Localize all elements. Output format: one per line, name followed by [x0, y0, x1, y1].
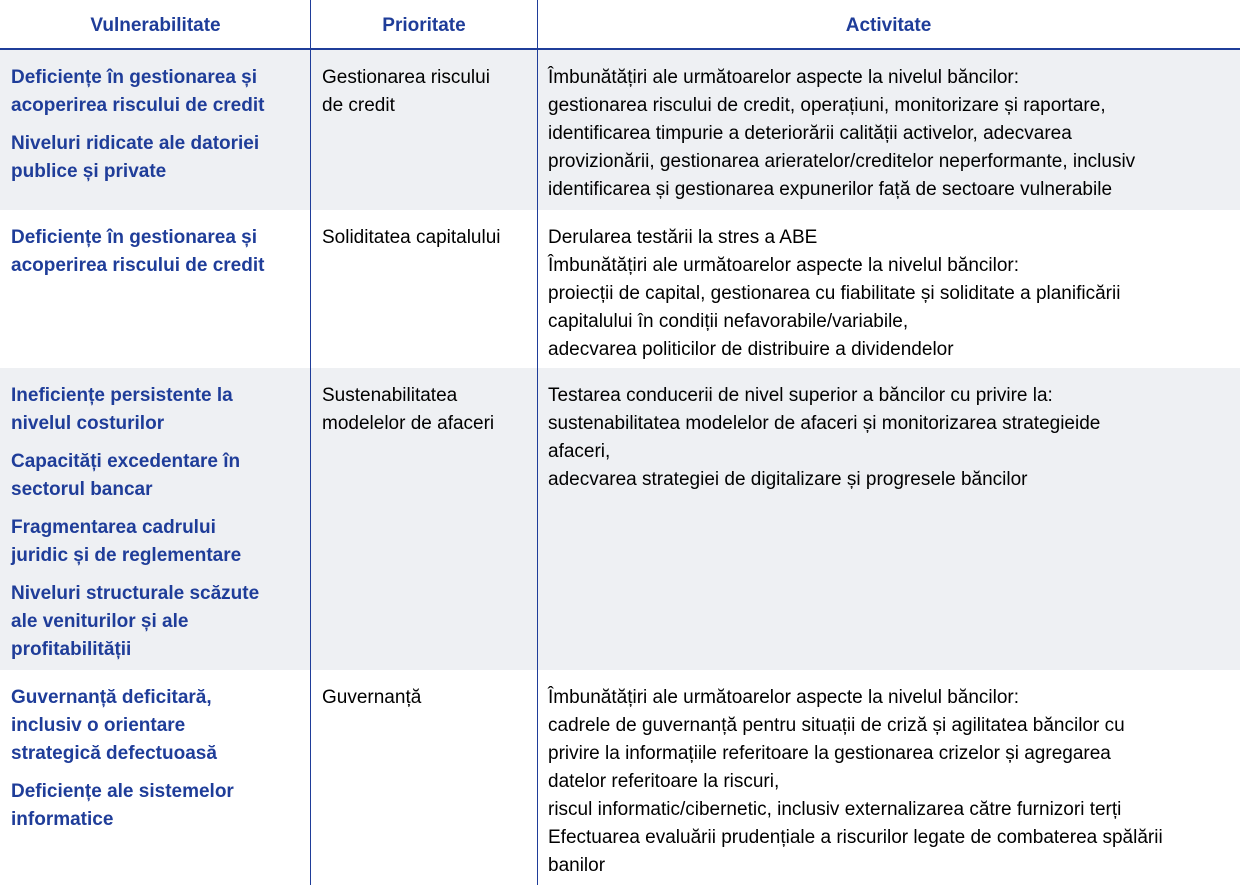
- activity-line: proiecții de capital, gestionarea cu fiabilitate și soliditate a planificării: [548, 283, 1121, 304]
- priority-cell: [322, 64, 527, 120]
- priority-cell: [322, 382, 527, 438]
- activity-line: Îmbunătățiri ale următoarelor aspecte la nivelul băncilor:: [548, 687, 1020, 708]
- vulnerability-line: Guvernanță deficitară,: [11, 687, 212, 708]
- vulnerability-line: Capacități excedentare în: [11, 451, 241, 472]
- priority-line: Soliditatea capitalului: [322, 227, 501, 248]
- vulnerability-line: Fragmentarea cadrului: [11, 517, 216, 538]
- vulnerability-cell: [11, 64, 301, 196]
- vulnerability-line: publice și private: [11, 161, 167, 182]
- vulnerability-line: Deficiențe ale sistemelor: [11, 781, 234, 802]
- activity-cell: [548, 382, 1238, 494]
- priority-line: Guvernanță: [322, 687, 422, 708]
- vulnerability-line: Deficiențe în gestionarea și: [11, 227, 258, 248]
- activity-line: identificarea și gestionarea expunerilor față de sectoare vulnerabile: [548, 179, 1113, 200]
- activity-cell: [548, 64, 1238, 204]
- vulnerability-item: [11, 580, 301, 664]
- table-row: [0, 368, 1240, 670]
- vulnerability-cell: [11, 382, 301, 674]
- activity-line: identificarea timpurie a deteriorării calității activelor, adecvarea: [548, 123, 1072, 144]
- vulnerability-item: [11, 64, 301, 120]
- activity-line: Îmbunătățiri ale următoarelor aspecte la nivelul băncilor:: [548, 255, 1020, 276]
- priority-line: Gestionarea riscului: [322, 67, 490, 88]
- header-priority: Prioritate: [382, 15, 466, 36]
- activity-cell: [548, 684, 1238, 880]
- vulnerability-cell: [11, 224, 301, 290]
- activity-line: Testarea conducerii de nivel superior a băncilor cu privire la:: [548, 385, 1053, 406]
- activity-line: gestionarea riscului de credit, operațiuni, monitorizare și raportare,: [548, 95, 1106, 116]
- vulnerability-line: acoperirea riscului de credit: [11, 95, 265, 116]
- priority-cell: [322, 224, 527, 252]
- vulnerability-item: [11, 514, 301, 570]
- activity-line: capitalului în condiții nefavorabile/variabile,: [548, 311, 909, 332]
- activity-line: datelor referitoare la riscuri,: [548, 771, 780, 792]
- vulnerability-line: profitabilității: [11, 639, 132, 660]
- vulnerability-line: acoperirea riscului de credit: [11, 255, 265, 276]
- activity-line: Efectuarea evaluării prudențiale a riscurilor legate de combaterea spălării: [548, 827, 1163, 848]
- vulnerability-line: ale veniturilor și ale: [11, 611, 189, 632]
- header-activity: Activitate: [845, 15, 932, 36]
- vulnerability-item: [11, 684, 301, 768]
- vulnerability-line: Niveluri ridicate ale datoriei: [11, 133, 260, 154]
- vulnerability-item: [11, 382, 301, 438]
- vulnerability-line: sectorul bancar: [11, 479, 153, 500]
- vulnerability-line: informatice: [11, 809, 114, 830]
- activity-line: riscul informatic/cibernetic, inclusiv externalizarea către furnizori terți: [548, 799, 1122, 820]
- activity-line: sustenabilitatea modelelor de afaceri și monitorizarea strategieide: [548, 413, 1101, 434]
- activity-line: cadrele de guvernanță pentru situații de criză și agilitatea băncilor cu: [548, 715, 1125, 736]
- activity-line: Derularea testării la stres a ABE: [548, 227, 818, 248]
- header-vulnerability: Vulnerabilitate: [90, 15, 221, 36]
- activity-cell: [548, 224, 1238, 364]
- activity-line: provizionării, gestionarea arieratelor/creditelor neperformante, inclusiv: [548, 151, 1136, 172]
- table-header: [0, 0, 1240, 50]
- table-row: [0, 670, 1240, 885]
- priority-line: de credit: [322, 95, 395, 116]
- vulnerability-line: inclusiv o orientare: [11, 715, 186, 736]
- vulnerability-item: [11, 224, 301, 280]
- vulnerability-line: juridic și de reglementare: [11, 545, 242, 566]
- vulnerability-line: Deficiențe în gestionarea și: [11, 67, 258, 88]
- priority-line: Sustenabilitatea: [322, 385, 458, 406]
- vulnerability-item: [11, 448, 301, 504]
- column-divider: [310, 0, 311, 885]
- priority-line: modelelor de afaceri: [322, 413, 495, 434]
- vulnerability-cell: [11, 684, 301, 844]
- vulnerability-item: [11, 778, 301, 834]
- vulnerability-line: Ineficiențe persistente la: [11, 385, 233, 406]
- priority-cell: [322, 684, 527, 712]
- activity-line: adecvarea politicilor de distribuire a dividendelor: [548, 339, 954, 360]
- table-row: [0, 50, 1240, 210]
- activity-line: banilor: [548, 855, 606, 876]
- activity-line: adecvarea strategiei de digitalizare și progresele băncilor: [548, 469, 1028, 490]
- activity-line: Îmbunătățiri ale următoarelor aspecte la nivelul băncilor:: [548, 67, 1020, 88]
- vulnerability-item: [11, 130, 301, 186]
- vulnerability-line: nivelul costurilor: [11, 413, 165, 434]
- column-divider: [537, 0, 538, 885]
- vulnerability-line: strategică defectuoasă: [11, 743, 217, 764]
- vulnerability-line: Niveluri structurale scăzute: [11, 583, 260, 604]
- table-row: [0, 210, 1240, 368]
- activity-line: privire la informațiile referitoare la gestionarea crizelor și agregarea: [548, 743, 1111, 764]
- activity-line: afaceri,: [548, 441, 611, 462]
